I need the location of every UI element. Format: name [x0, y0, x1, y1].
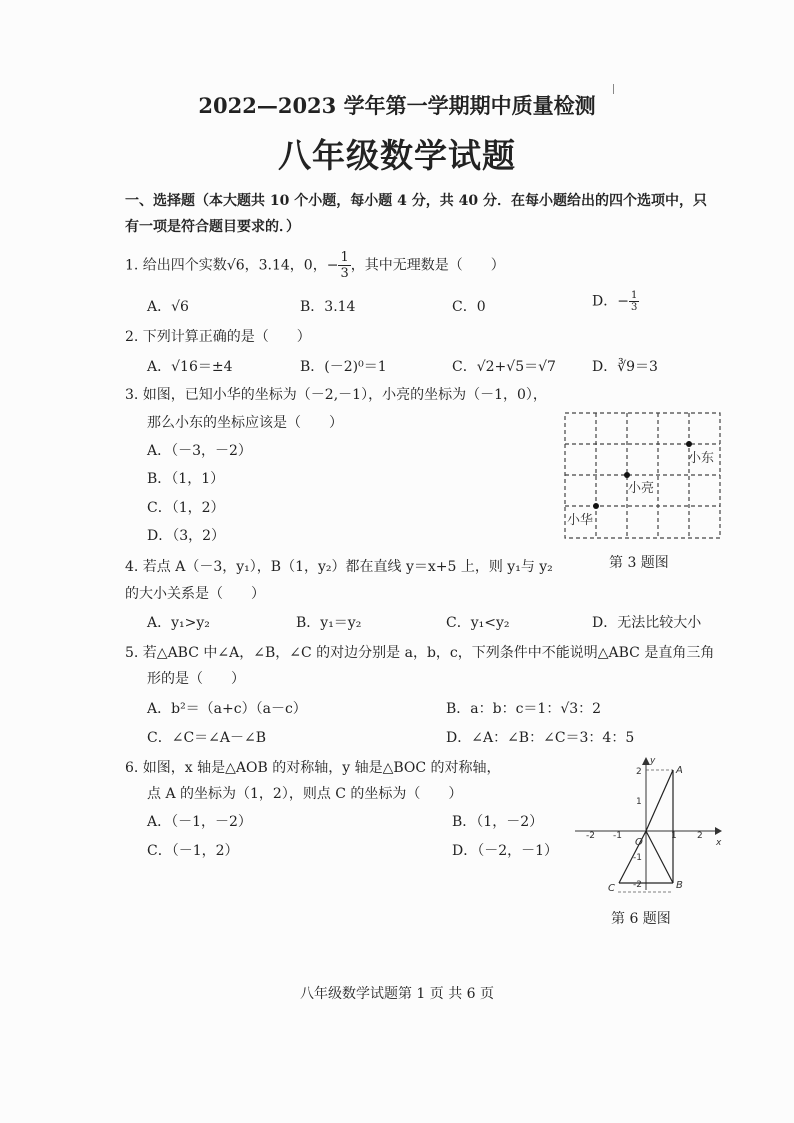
- q6-option-b[interactable]: B．（1，－2）: [452, 814, 544, 830]
- y-axis-arrow: [642, 757, 650, 765]
- label-y: y: [650, 756, 656, 766]
- segment-OA: [646, 770, 673, 831]
- q2-stem: 2. 下列计算正确的是（ ）: [125, 329, 311, 345]
- q3-stem-line1: 3. 如图，已知小华的坐标为（－2,－1），小亮的坐标为（－1，0），: [125, 387, 547, 403]
- q6-stem-line1: 6. 如图，x 轴是△AOB 的对称轴，y 轴是△BOC 的对称轴，: [125, 760, 501, 776]
- tick-x-neg1: -1: [613, 831, 622, 841]
- q6-option-a[interactable]: A．（－1，－2）: [147, 814, 252, 830]
- q4-option-b[interactable]: B．y₁＝y₂: [296, 615, 362, 631]
- label-xiaodong: 小东: [688, 451, 715, 466]
- q1-option-d[interactable]: D．− $\frac{1}{3}$: [592, 290, 638, 313]
- q6-option-d[interactable]: D．（－2，－1）: [452, 843, 559, 859]
- q2-option-b[interactable]: B．(－2)⁰＝1: [300, 359, 387, 375]
- q3-figure-caption: 第 3 题图: [609, 555, 669, 571]
- q3-option-b[interactable]: B．（1，1）: [147, 471, 225, 487]
- label-C: C: [608, 883, 615, 894]
- q2-option-d[interactable]: D．∛9＝3: [592, 359, 658, 375]
- q1-d-fraction: $\frac{1}{3}$: [630, 290, 638, 313]
- point-xiaoliang: [624, 472, 630, 478]
- label-O: O: [635, 837, 643, 848]
- section-heading: 一、选择题（本大题共 10 个小题，每小题 4 分，共 40 分．在每小题给出的四个选项中，只有一项是符合题目要求的．）: [125, 193, 707, 235]
- exam-title: 2022—2023 学年第一学期期中质量检测: [198, 93, 596, 118]
- q1-stem: 1. 给出四个实数√6，3.14，0，− $\frac{1}{3}$ ，其中无理数是（ ）: [125, 250, 505, 281]
- label-xiaohua: 小华: [567, 513, 594, 528]
- subject-title: 八年级数学试题: [278, 136, 516, 175]
- q3-option-a[interactable]: A．（－3，－2）: [147, 443, 252, 459]
- q6-option-c[interactable]: C．（－1，2）: [147, 843, 239, 859]
- q3-option-d[interactable]: D．（3，2）: [147, 528, 226, 544]
- page-footer: 八年级数学试题第 1 页 共 6 页: [299, 986, 495, 1002]
- tick-x-neg2: -2: [586, 831, 595, 841]
- label-xiaoliang: 小亮: [628, 481, 655, 496]
- q4-stem-line1: 4. 若点 A（－3，y₁），B（1，y₂）都在直线 y＝x+5 上，则 y₁与 y₂: [125, 559, 553, 575]
- q4-option-c[interactable]: C．y₁<y₂: [446, 615, 510, 631]
- tick-x-1: 1: [671, 831, 677, 841]
- q6-coordinate-figure: [570, 755, 725, 895]
- tick-y-2: 2: [636, 767, 642, 777]
- q3-grid-figure: [560, 408, 725, 543]
- q5-stem-line1: 5. 若△ABC 中∠A，∠B，∠C 的对边分别是 a，b，c，下列条件中不能说明△ABC 是直角三角: [125, 645, 715, 661]
- q5-option-b[interactable]: B．a：b：c＝1：√3：2: [446, 701, 602, 717]
- label-A: A: [676, 765, 683, 776]
- q5-stem-line2: 形的是（ ）: [147, 671, 245, 687]
- tick-y-1: 1: [636, 797, 642, 807]
- q5-option-d[interactable]: D．∠A：∠B：∠C＝3：4：5: [446, 730, 635, 746]
- point-xiaodong: [686, 441, 692, 447]
- q1-option-b[interactable]: B．3.14: [300, 299, 356, 315]
- q2-option-a[interactable]: A．√16＝±4: [147, 359, 233, 375]
- tick-y-neg1: -1: [633, 853, 642, 863]
- q6-figure-caption: 第 6 题图: [611, 911, 671, 927]
- tick-x-2: 2: [697, 831, 703, 841]
- label-x: x: [716, 838, 722, 848]
- q1-option-a[interactable]: A．√6: [147, 299, 189, 315]
- x-axis-arrow: [715, 827, 722, 835]
- q1-option-c[interactable]: C．0: [452, 299, 486, 315]
- q1-fraction: $\frac{1}{3}$: [340, 250, 349, 281]
- segment-OB: [646, 831, 673, 883]
- q6-stem-line2: 点 A 的坐标为（1，2），则点 C 的坐标为（ ）: [147, 786, 463, 802]
- q3-option-c[interactable]: C．（1，2）: [147, 500, 225, 516]
- q2-option-c[interactable]: C．√2+√5＝√7: [452, 359, 556, 375]
- q4-option-a[interactable]: A．y₁>y₂: [147, 615, 210, 631]
- q4-option-d[interactable]: D．无法比较大小: [592, 615, 702, 631]
- tick-y-neg2: -2: [633, 880, 642, 890]
- q5-option-a[interactable]: A．b²＝（a+c）（a－c）: [147, 701, 307, 717]
- point-xiaohua: [593, 503, 599, 509]
- q3-stem-line2: 那么小东的坐标应该是（ ）: [147, 415, 343, 431]
- label-B: B: [676, 880, 683, 891]
- q4-stem-line2: 的大小关系是（ ）: [125, 586, 265, 602]
- q5-option-c[interactable]: C．∠C＝∠A－∠B: [147, 730, 267, 746]
